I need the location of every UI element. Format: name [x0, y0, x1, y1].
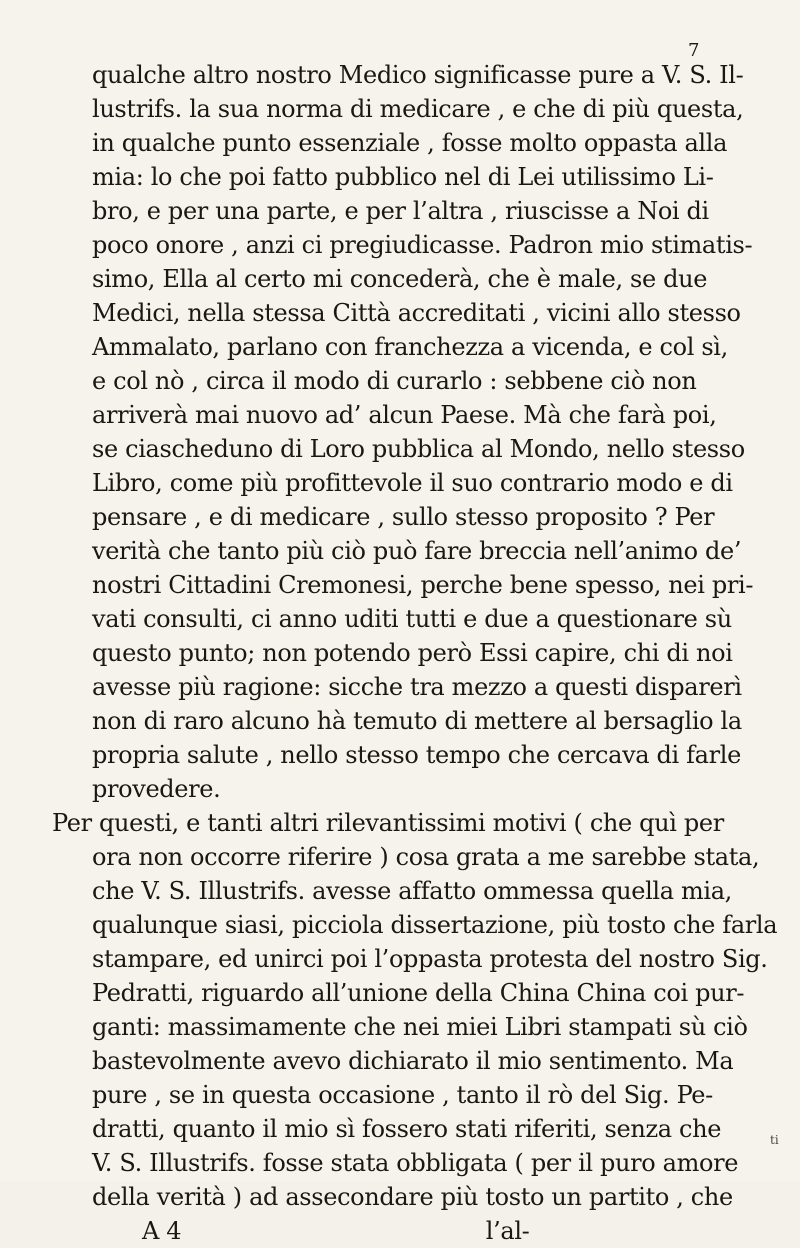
text-line: stampare, ed unirci poi l’oppasta protesta del nostro Sig.: [92, 945, 768, 973]
text-line: Ammalato, parlano con franchezza a vicenda, e col sì,: [92, 333, 728, 361]
text-line: avesse più ragione: sicche tra mezzo a questi disparerì: [92, 673, 742, 701]
text-line: propria salute , nello stesso tempo che cercava di farle: [92, 741, 741, 769]
text-line: V. S. Illustrifs. fosse stata obbligata ( per il puro amore: [92, 1149, 739, 1177]
text-line: ganti: massimamente che nei miei Libri stampati sù ciò: [92, 1013, 748, 1041]
text-line: poco onore , anzi ci pregiudicasse. Padron mio stimatis-: [92, 231, 753, 259]
text-line: vati consulti, ci anno uditi tutti e due a questionare sù: [92, 605, 732, 633]
text-line: che V. S. Illustrifs. avesse affatto ommessa quella mia,: [92, 877, 732, 905]
text-line: mia: lo che poi fatto pubblico nel di Lei utilissimo Li-: [92, 163, 714, 191]
text-line: in qualche punto essenziale , fosse molto oppasta alla: [92, 129, 728, 157]
text-line: qualunque siasi, picciola dissertazione, più tosto che farla: [92, 911, 778, 939]
text-line: Per questi, e tanti altri rilevantissimi motivi ( che quì per: [52, 809, 724, 837]
text-line: Pedratti, riguardo all’unione della China China coi pur-: [92, 979, 745, 1007]
text-line: Libro, come più profittevole il suo contrario modo e di: [92, 469, 733, 497]
text-line: non di raro alcuno hà temuto di mettere al bersaglio la: [92, 707, 742, 735]
text-line: della verità ) ad assecondare più tosto un partito , che: [92, 1183, 733, 1211]
text-line: verità che tanto più ciò può fare breccia nell’animo de’: [92, 537, 742, 565]
text-line: dratti, quanto il mio sì fossero stati riferiti, senza che: [92, 1115, 722, 1143]
text-line: nostri Cittadini Cremonesi, perche bene spesso, nei pri-: [92, 571, 754, 599]
text-line: Medici, nella stessa Città accreditati , vicini allo stesso: [92, 299, 741, 327]
signature-mark: A 4: [142, 1217, 182, 1245]
text-line: qualche altro nostro Medico significasse pure a V. S. Il-: [92, 61, 744, 89]
text-line: bastevolmente avevo dichiarato il mio sentimento. Ma: [92, 1047, 734, 1075]
text-line: arriverà mai nuovo ad’ alcun Paese. Mà che farà poi,: [92, 401, 717, 429]
text-line: lustrifs. la sua norma di medicare , e che di più questa,: [92, 95, 744, 123]
text-line: provedere.: [92, 775, 221, 803]
page-number: 7: [688, 40, 700, 61]
catchword: l’al-: [485, 1217, 530, 1245]
text-line: simo, Ella al certo mi concederà, che è male, se due: [92, 265, 708, 293]
text-line: ora non occorre riferire ) cosa grata a me sarebbe stata,: [92, 843, 760, 871]
text-line: bro, e per una parte, e per l’altra , riuscisse a Noi di: [92, 197, 709, 225]
text-line: se ciascheduno di Loro pubblica al Mondo, nello stesso: [92, 435, 745, 463]
text-line: questo punto; non potendo però Essi capire, chi di noi: [92, 639, 733, 667]
margin-mark: ti: [770, 1133, 779, 1147]
text-line: e col nò , circa il modo di curarlo : sebbene ciò non: [92, 367, 697, 395]
body-text: [52, 58, 778, 1248]
text-line: pensare , e di medicare , sullo stesso proposito ? Per: [92, 503, 715, 531]
text-line: pure , se in questa occasione , tanto il rò del Sig. Pe-: [92, 1081, 713, 1109]
signature-line: [52, 1214, 772, 1248]
